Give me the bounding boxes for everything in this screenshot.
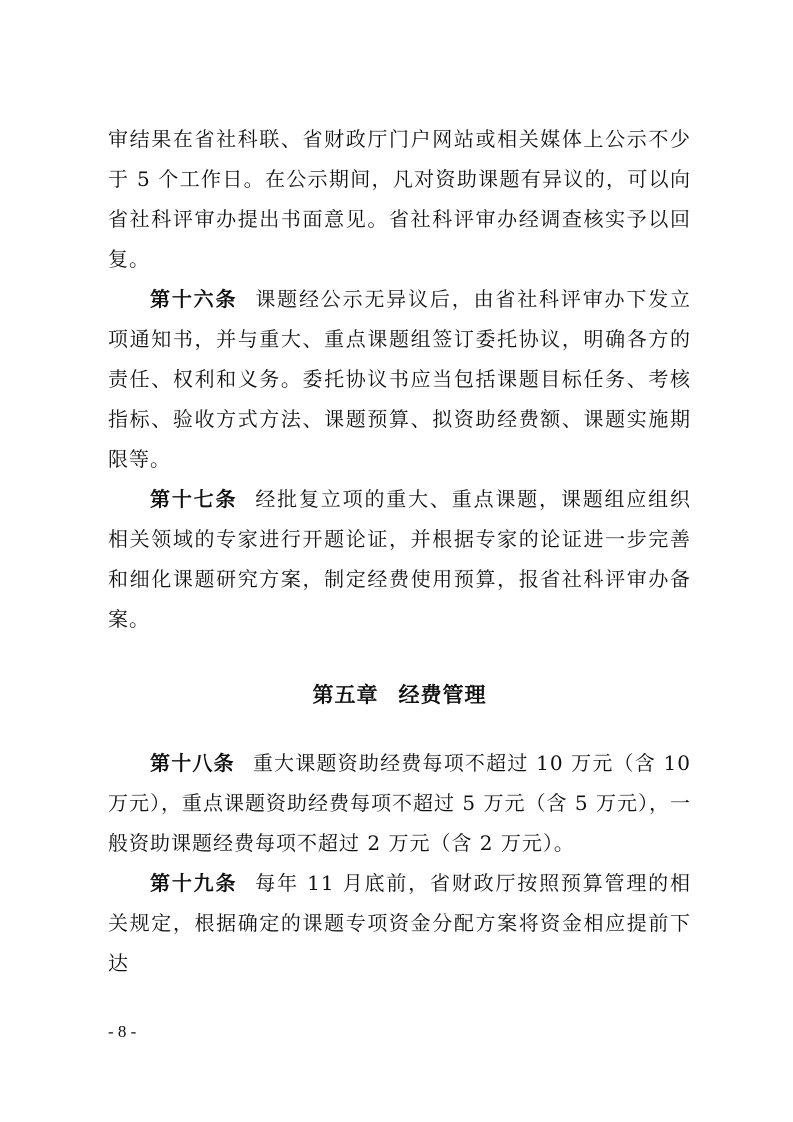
article-18-title: 第十八条: [150, 751, 235, 775]
article-18: [108, 743, 691, 863]
article-17-text: 经批复立项的重大、重点课题，课题组应组织相关领域的专家进行开题论证，并根据专家的论证进一步完善和细化课题研究方案，制定经费使用预算，报省社科评审办备案。: [108, 487, 692, 631]
article-18-text: 重大课题资助经费每项不超过 10 万元（含 10 万元），重点课题资助经费每项不超过 5 万元（含 5 万元），一般资助课题经费每项不超过 2 万元（含 2 万元）。: [108, 751, 691, 855]
article-19: [108, 863, 691, 983]
article-19-text: 每年 11 月底前，省财政厅按照预算管理的相关规定，根据确定的课题专项资金分配方案将资金相应提前下达: [108, 871, 691, 975]
article-17-title: 第十七条: [150, 487, 238, 511]
chapter-title: 经费管理: [398, 683, 487, 707]
article-17: [108, 479, 691, 639]
article-16-title: 第十六条: [150, 287, 238, 311]
article-19-title: 第十九条: [150, 871, 238, 895]
article-16-text: 课题经公示无异议后，由省社科评审办下发立项通知书，并与重大、重点课题组签订委托协议，明确各方的责任、权利和义务。委托协议书应当包括课题目标任务、考核指标、验收方式方法、课题预算、拟资助经费额、课题实施期限等。: [108, 287, 692, 471]
page-number: - 8 -: [108, 1022, 137, 1041]
article-16: [108, 279, 691, 479]
paragraph-text: 审结果在省社科联、省财政厅门户网站或相关媒体上公示不少于 5 个工作日。在公示期间，凡对资助课题有异议的，可以向省社科评审办提出书面意见。省社科评审办经调查核实予以回复。: [108, 127, 691, 271]
paragraph-publicity: [108, 119, 691, 279]
chapter-number: 第五章: [312, 683, 379, 707]
document-page: [108, 119, 691, 983]
chapter-heading: [108, 675, 691, 715]
